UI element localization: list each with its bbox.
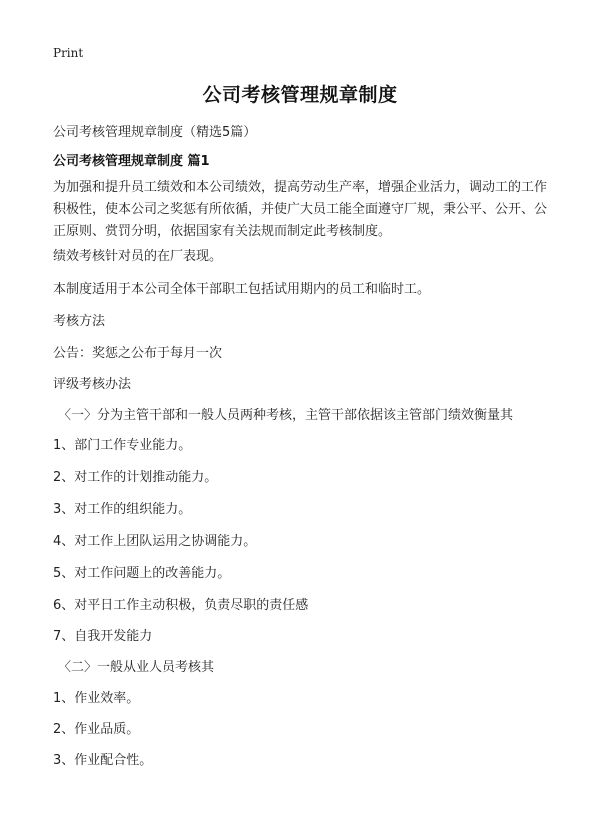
print-label: Print [53,46,84,60]
paragraph: 〈一〉分为主管干部和一般人员两种考核，主管干部依据该主管部门绩效衡量其 [58,408,514,423]
list-item: 3、对工作的组织能力。 [53,502,192,517]
list-item: 1、作业效率。 [53,691,140,706]
paragraph: 绩效考核针对员的在厂表现。 [53,249,223,264]
list-item: 1、部门工作专业能力。 [53,438,192,453]
paragraph-intro: 为加强和提升员工绩效和本公司绩效，提高劳动生产率，增强企业活力，调动工的工作积极性，使本公司之奖惩有所依循，并使广大员工能全面遵守厂规，秉公平、公开、公正原则、赏罚分明，依据国家有关法规而制定此考核制度。 [53,180,548,239]
section-heading: 公司考核管理规章制度 篇1 [53,154,210,169]
paragraph: 评级考核办法 [53,377,132,392]
paragraph: 本制度适用于本公司全体干部职工包括试用期内的员工和临时工。 [53,282,431,297]
list-item: 5、对工作问题上的改善能力。 [53,566,231,581]
list-item: 7、自我开发能力 [53,629,153,644]
list-item: 3、作业配合性。 [53,753,153,768]
paragraph: 考核方法 [53,314,106,329]
list-item: 2、对工作的计划推动能力。 [53,470,218,485]
list-item: 2、作业品质。 [53,722,140,737]
list-item: 6、对平日工作主动积极，负责尽职的责任感 [53,598,309,613]
document-subtitle: 公司考核管理规章制度（精选5篇） [53,125,257,140]
list-item: 4、对工作上团队运用之协调能力。 [53,534,257,549]
paragraph: 公告：奖惩之公布于每月一次 [53,346,223,361]
paragraph: 〈二〉一般从业人员考核其 [58,660,215,675]
document-title: 公司考核管理规章制度 [202,84,398,106]
